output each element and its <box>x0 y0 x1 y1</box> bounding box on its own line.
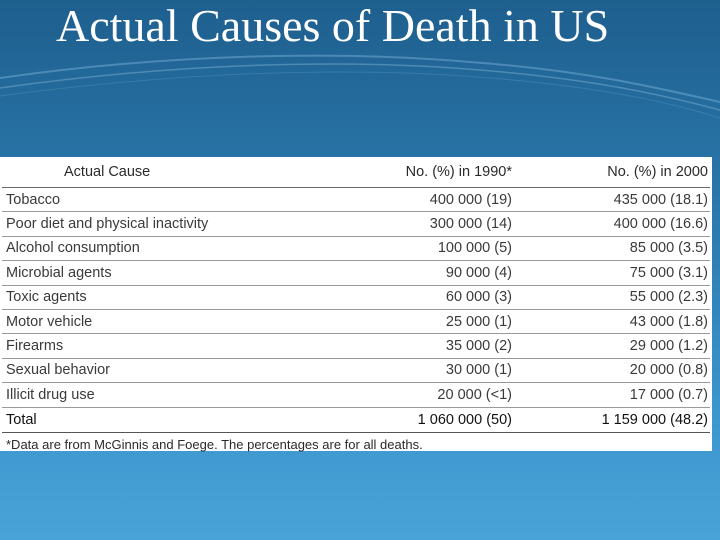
causes-of-death-table-panel <box>0 157 712 451</box>
cause-cell: Firearms <box>2 334 308 358</box>
header-2000: No. (%) in 2000 <box>528 157 710 188</box>
value-2000-cell: 75 000 (3.1) <box>528 261 710 285</box>
total-1990: 1 060 000 (50) <box>308 407 528 432</box>
table-row <box>2 188 710 212</box>
table-header-row <box>2 157 710 188</box>
cause-cell: Poor diet and physical inactivity <box>2 212 308 236</box>
table-row <box>2 358 710 382</box>
value-2000-cell: 29 000 (1.2) <box>528 334 710 358</box>
value-1990-cell: 60 000 (3) <box>308 285 528 309</box>
total-label: Total <box>2 407 308 432</box>
value-2000-cell: 85 000 (3.5) <box>528 236 710 260</box>
header-actual-cause: Actual Cause <box>2 157 308 188</box>
cause-cell: Microbial agents <box>2 261 308 285</box>
value-1990-cell: 20 000 (<1) <box>308 383 528 407</box>
table-row <box>2 285 710 309</box>
cause-cell: Alcohol consumption <box>2 236 308 260</box>
table-footnote: *Data are from McGinnis and Foege. The percentages are for all deaths. <box>6 436 423 452</box>
table-row <box>2 334 710 358</box>
value-1990-cell: 30 000 (1) <box>308 358 528 382</box>
value-2000-cell: 20 000 (0.8) <box>528 358 710 382</box>
cause-cell: Sexual behavior <box>2 358 308 382</box>
total-2000: 1 159 000 (48.2) <box>528 407 710 432</box>
table-row <box>2 383 710 407</box>
value-1990-cell: 100 000 (5) <box>308 236 528 260</box>
header-1990: No. (%) in 1990* <box>308 157 528 188</box>
value-1990-cell: 90 000 (4) <box>308 261 528 285</box>
value-2000-cell: 17 000 (0.7) <box>528 383 710 407</box>
slide-title: Actual Causes of Death in US <box>56 0 610 51</box>
cause-cell: Motor vehicle <box>2 309 308 333</box>
cause-cell: Tobacco <box>2 188 308 212</box>
value-2000-cell: 43 000 (1.8) <box>528 309 710 333</box>
value-1990-cell: 300 000 (14) <box>308 212 528 236</box>
table-row <box>2 212 710 236</box>
value-1990-cell: 400 000 (19) <box>308 188 528 212</box>
table-row <box>2 236 710 260</box>
value-1990-cell: 25 000 (1) <box>308 309 528 333</box>
value-1990-cell: 35 000 (2) <box>308 334 528 358</box>
table-row <box>2 309 710 333</box>
table-total-row <box>2 407 710 432</box>
value-2000-cell: 400 000 (16.6) <box>528 212 710 236</box>
cause-cell: Illicit drug use <box>2 383 308 407</box>
causes-of-death-table <box>2 157 710 433</box>
value-2000-cell: 435 000 (18.1) <box>528 188 710 212</box>
table-row <box>2 261 710 285</box>
cause-cell: Toxic agents <box>2 285 308 309</box>
value-2000-cell: 55 000 (2.3) <box>528 285 710 309</box>
